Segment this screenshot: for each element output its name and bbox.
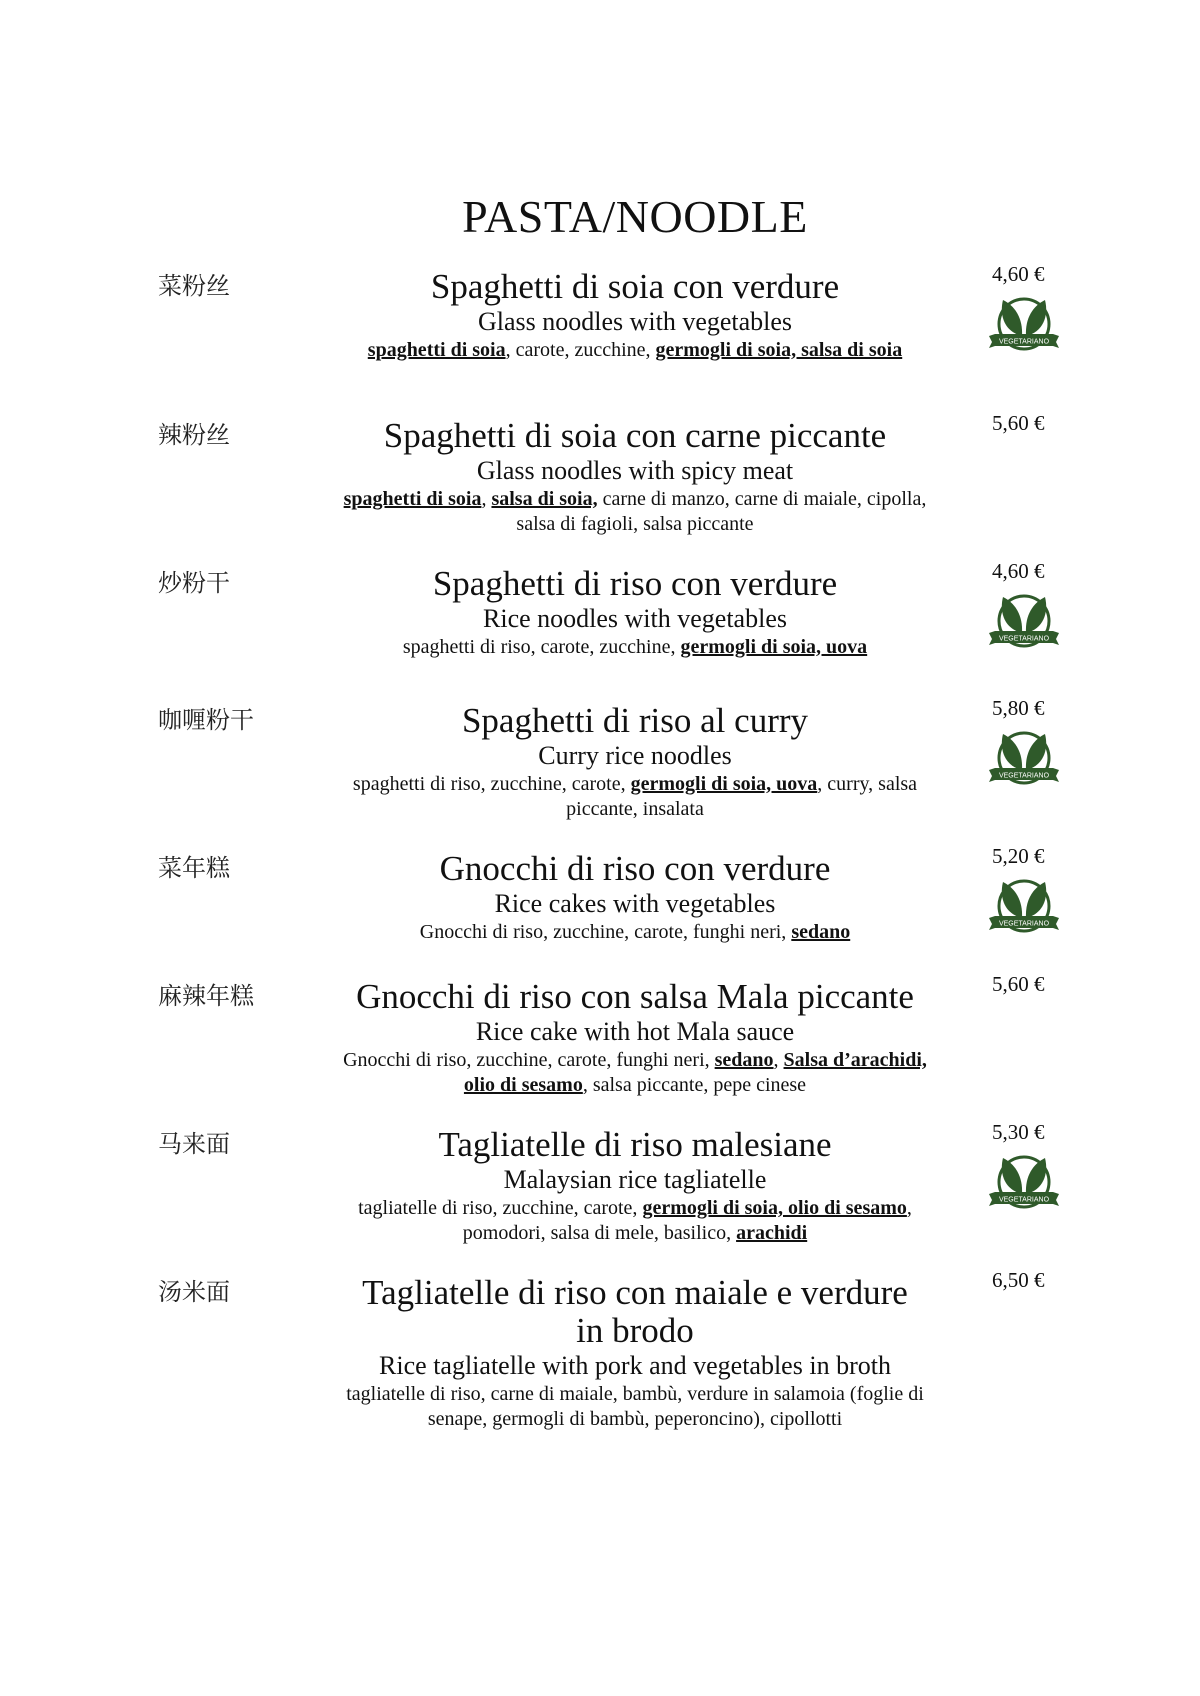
price: 5,60 € bbox=[992, 972, 1045, 996]
ingredients bbox=[340, 772, 930, 822]
english-name: Glass noodles with vegetables bbox=[477, 307, 793, 336]
english-name: Rice tagliatelle with pork and vegetables in broth bbox=[379, 1351, 891, 1380]
ingredient-text: , bbox=[773, 1049, 784, 1071]
ingredient-text: , salsa piccante, pepe cinese bbox=[582, 1074, 807, 1096]
ingredient-text: , pomodori, salsa di mele, basilico, bbox=[462, 1197, 912, 1244]
price: 4,60 € bbox=[992, 262, 1045, 286]
price: 5,30 € bbox=[992, 1120, 1045, 1144]
allergen-ingredient: spaghetti di soia bbox=[343, 488, 482, 510]
dish-name: Gnocchi di riso con verdure bbox=[439, 849, 831, 888]
ingredient-text: tagliatelle di riso, carne di maiale, bambù, verdure in salamoia (foglie di senape, germogli di bambù, peperoncino), cipollotti bbox=[346, 1383, 924, 1430]
english-name: Malaysian rice tagliatelle bbox=[503, 1165, 767, 1194]
dish-name: Spaghetti di riso con verdure bbox=[432, 564, 838, 603]
chinese-name: 炒粉干 bbox=[158, 569, 230, 597]
dish-name: Gnocchi di riso con salsa Mala piccante bbox=[356, 977, 914, 1016]
english-name: Rice cake with hot Mala sauce bbox=[475, 1017, 795, 1046]
vegetarian-badge-icon bbox=[985, 1152, 1063, 1214]
vegetarian-badge-icon bbox=[985, 876, 1063, 938]
allergen-ingredient: sedano bbox=[791, 921, 851, 943]
page-title: PASTA/NOODLE bbox=[462, 191, 808, 242]
chinese-name: 菜年糕 bbox=[158, 854, 230, 882]
allergen-ingredient: germogli di soia, uova bbox=[630, 773, 818, 795]
price: 4,60 € bbox=[992, 559, 1045, 583]
ingredients bbox=[340, 1048, 930, 1098]
price: 6,50 € bbox=[992, 1268, 1045, 1292]
chinese-name: 马来面 bbox=[158, 1130, 230, 1158]
chinese-name: 辣粉丝 bbox=[158, 421, 230, 449]
price: 5,80 € bbox=[992, 696, 1045, 720]
dish-name: Tagliatelle di riso con maiale e verdure in brodo bbox=[362, 1273, 908, 1350]
ingredients bbox=[340, 635, 930, 660]
price: 5,60 € bbox=[992, 411, 1045, 435]
dish-name: Spaghetti di riso al curry bbox=[461, 701, 809, 740]
vegetarian-badge-icon bbox=[985, 294, 1063, 356]
ingredients bbox=[340, 1196, 930, 1246]
chinese-name: 汤米面 bbox=[158, 1278, 230, 1306]
dish-name: Tagliatelle di riso malesiane bbox=[438, 1125, 832, 1164]
english-name: Rice cakes with vegetables bbox=[494, 889, 776, 918]
allergen-ingredient: arachidi bbox=[736, 1222, 808, 1244]
english-name: Rice noodles with vegetables bbox=[483, 604, 787, 633]
chinese-name: 麻辣年糕 bbox=[158, 982, 254, 1010]
vegetarian-badge-icon bbox=[985, 728, 1063, 790]
allergen-ingredient: germogli di soia, salsa di soia bbox=[655, 339, 903, 361]
allergen-ingredient: salsa di soia, bbox=[491, 488, 598, 510]
badge-label: VEGETARIANO bbox=[998, 920, 1050, 928]
vegetarian-badge-icon bbox=[985, 591, 1063, 653]
badge-label: VEGETARIANO bbox=[998, 1196, 1050, 1204]
ingredient-text: Gnocchi di riso, zucchine, carote, funghi neri, bbox=[343, 1049, 715, 1071]
ingredient-text: spaghetti di riso, carote, zucchine, bbox=[402, 636, 681, 658]
ingredient-text: Gnocchi di riso, zucchine, carote, funghi neri, bbox=[419, 921, 792, 943]
ingredient-text: spaghetti di riso, zucchine, carote, bbox=[352, 773, 631, 795]
ingredients bbox=[340, 487, 930, 537]
ingredients bbox=[340, 338, 930, 363]
english-name: Glass noodles with spicy meat bbox=[476, 456, 794, 485]
ingredient-text: carne di manzo, carne di maiale, cipolla, salsa di fagioli, salsa piccante bbox=[516, 488, 927, 535]
allergen-ingredient: germogli di soia, olio di sesamo bbox=[642, 1197, 907, 1219]
allergen-ingredient: germogli di soia, uova bbox=[680, 636, 868, 658]
badge-label: VEGETARIANO bbox=[998, 772, 1050, 780]
price: 5,20 € bbox=[992, 844, 1045, 868]
ingredient-text: tagliatelle di riso, zucchine, carote, bbox=[358, 1197, 643, 1219]
ingredients bbox=[340, 1382, 930, 1432]
dish-name: Spaghetti di soia con carne piccante bbox=[383, 416, 887, 455]
badge-label: VEGETARIANO bbox=[998, 635, 1050, 643]
ingredients bbox=[340, 920, 930, 945]
dish-name: Spaghetti di soia con verdure bbox=[430, 267, 840, 306]
badge-label: VEGETARIANO bbox=[998, 338, 1050, 346]
allergen-ingredient: spaghetti di soia bbox=[367, 339, 506, 361]
allergen-ingredient: sedano bbox=[714, 1049, 774, 1071]
ingredient-text: , bbox=[481, 488, 492, 510]
allergen-ingredient: Salsa d’arachidi, olio di sesamo bbox=[463, 1049, 927, 1096]
chinese-name: 菜粉丝 bbox=[158, 272, 230, 300]
chinese-name: 咖喱粉干 bbox=[158, 706, 254, 734]
ingredient-text: , carote, zucchine, bbox=[505, 339, 656, 361]
english-name: Curry rice noodles bbox=[538, 741, 732, 770]
ingredient-text: , curry, salsa piccante, insalata bbox=[566, 773, 918, 820]
